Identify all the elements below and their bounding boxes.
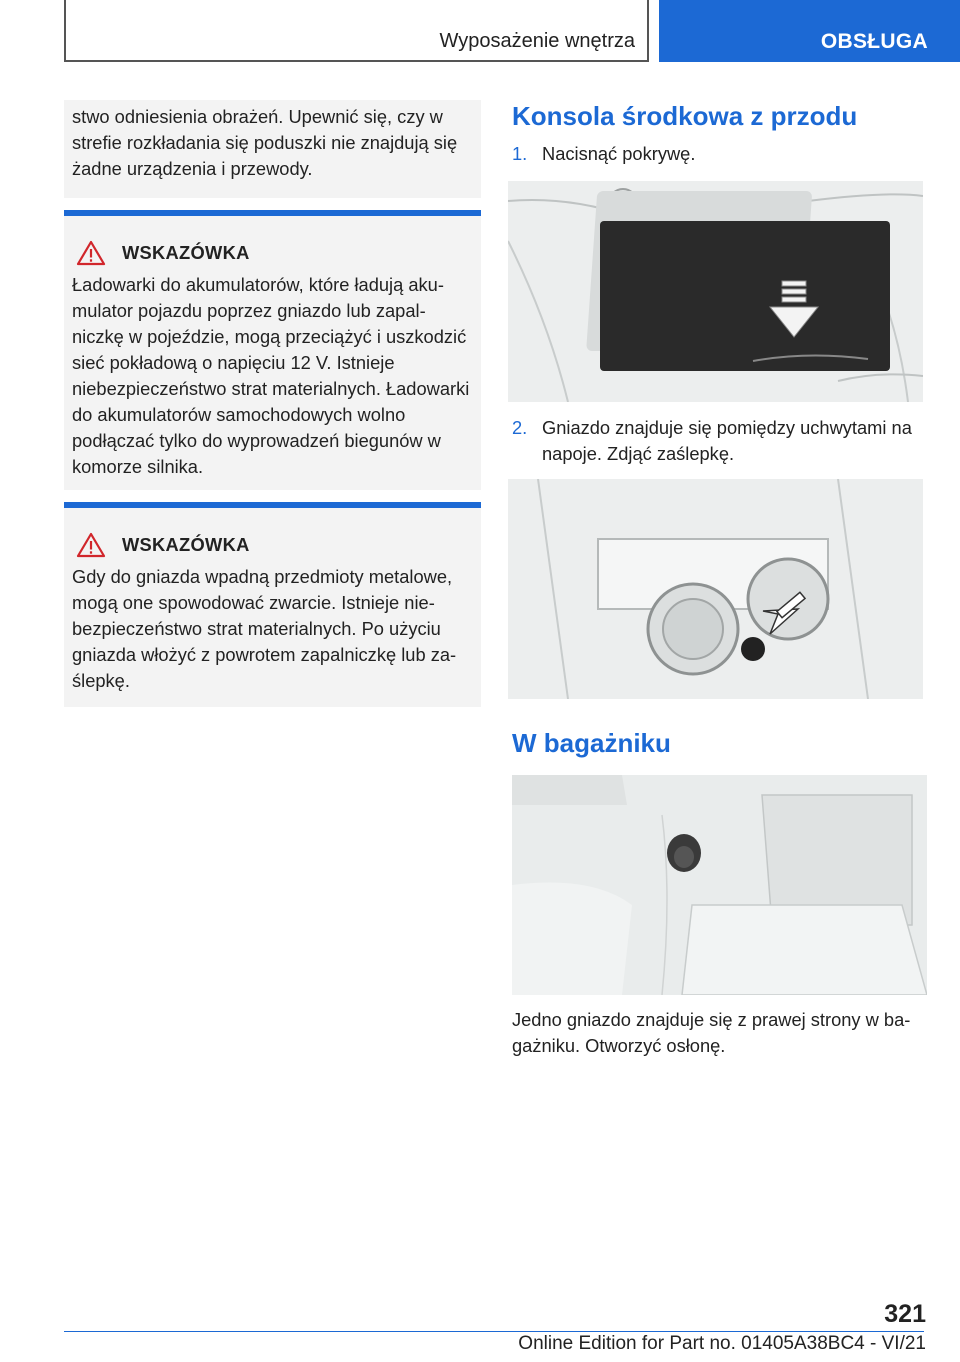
warning-title: WSKAZÓWKA — [122, 242, 250, 263]
heading-trunk: W bagażniku — [512, 728, 671, 758]
warning-box-1 — [64, 210, 481, 490]
trunk-socket-text: Jedno gniazdo znajduje się z prawej strony w bagażniku. Otworzyć osłonę. — [512, 1009, 911, 1056]
console-cover-illustration — [508, 181, 923, 402]
warning-triangle-icon — [76, 532, 106, 558]
header-chapter-tab[interactable] — [659, 0, 960, 62]
step-number: 2. — [512, 417, 528, 438]
page-number: 321 — [884, 1300, 926, 1328]
intro-text: stwo odniesienia obrażeń. Upewnić się, czy w strefie rozkładania się poduszki nie znajdują się żadne urządzenia i przewody. — [72, 106, 458, 179]
socket-cupholder-illustration — [508, 479, 923, 699]
step-2 — [512, 415, 927, 467]
edition-info: Online Edition for Part no. 01405A38BC4 - VI/21 — [518, 1333, 926, 1354]
section-title: Wyposażenie wnętrza — [439, 30, 635, 52]
warning-text: Gdy do gniazda wpadną przedmioty metalowe, mogą one spowodować zwarcie. Istnieje niebezpieczeństwo strat materialnych. Po użyciu gniazda włożyć z powrotem zapalniczkę lub zaślepkę. — [72, 566, 457, 691]
step-number: 1. — [512, 143, 528, 164]
warning-header — [76, 530, 471, 560]
intro-box — [64, 100, 481, 198]
footer-divider — [64, 1331, 924, 1332]
header-section-box — [64, 0, 649, 62]
step-text: Gniazdo znajduje się pomiędzy uchwytami na napoje. Zdjąć zaślepkę. — [542, 417, 912, 464]
heading-front-console: Konsola środkowa z przodu — [512, 101, 858, 131]
step-1 — [512, 141, 927, 167]
warning-header — [76, 238, 471, 268]
warning-box-2 — [64, 502, 481, 707]
warning-title: WSKAZÓWKA — [122, 534, 250, 555]
warning-text: Ładowarki do akumulatorów, które ładują akumulator pojazdu poprzez gniazdo lub zapalniczkę w pojeździe, mogą przeciążyć i uszkodzić sieć pokładową o napięciu 12 V. Istnieje niebezpieczeństwo strat materialnych. Ładowarki do akumulatorów samochodowych wolno podłączać tylko do wyprowadzeń biegunów w komorze silnika. — [72, 274, 470, 477]
trunk-socket-illustration — [512, 775, 927, 995]
step-text: Nacisnąć pokrywę. — [542, 143, 696, 164]
chapter-tab-label: OBSŁUGA — [820, 30, 928, 53]
warning-triangle-icon — [76, 240, 106, 266]
